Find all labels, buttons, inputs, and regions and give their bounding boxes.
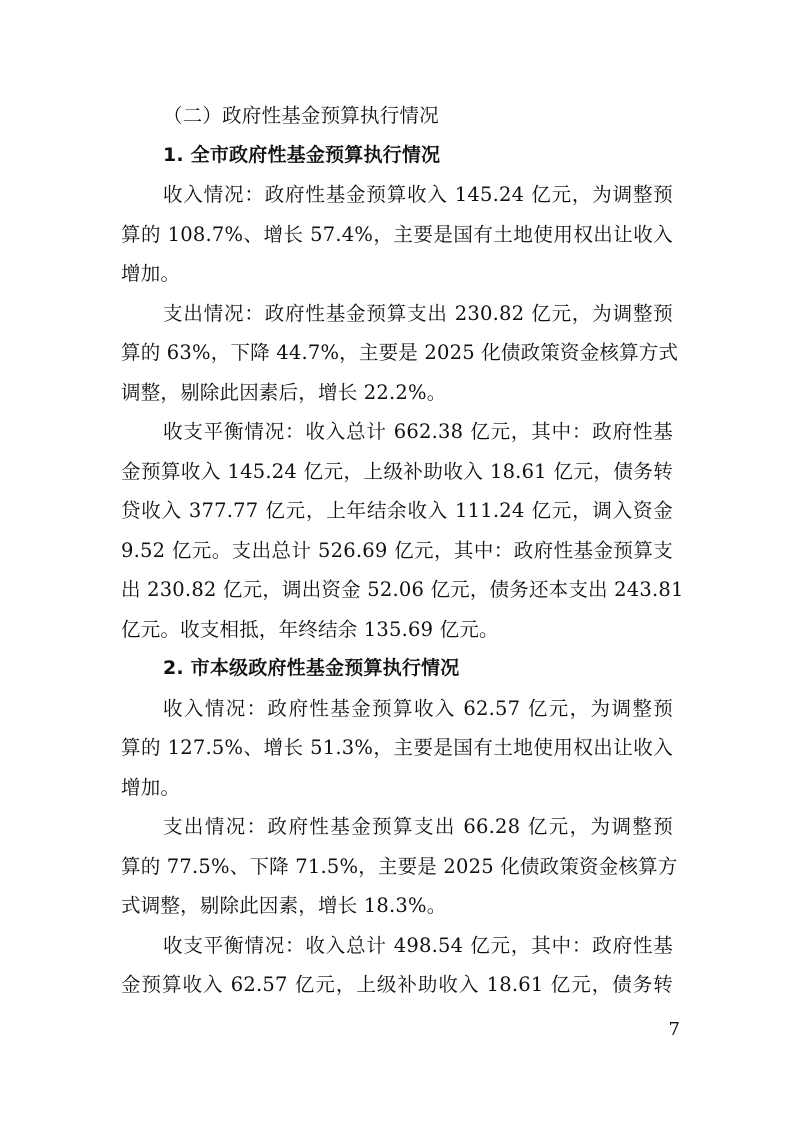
subsection-heading: 1. 全市政府性基金预算执行情况 [163, 143, 441, 166]
paragraph [121, 926, 673, 1005]
text-line: 式调整，剔除此因素，增长 18.3%。 [121, 894, 447, 917]
text-line: 算的 127.5%、增长 51.3%，主要是国有土地使用权出让收入 [121, 736, 673, 759]
document-body [121, 96, 684, 1005]
text-line: 调整，剔除此因素后，增长 22.2%。 [121, 380, 447, 404]
text-line: 收入情况：政府性基金预算收入 62.57 亿元，为调整预 [163, 696, 673, 720]
text-line: 金预算收入 62.57 亿元，上级补助收入 18.61 亿元，债务转 [121, 973, 673, 996]
text-line: 算的 63%，下降 44.7%，主要是 2025 化债政策资金核算方式 [121, 341, 679, 364]
text-line: 算的 108.7%、增长 57.4%，主要是国有土地使用权出让收入 [121, 222, 673, 246]
paragraph [121, 412, 684, 649]
text-line: 增加。 [121, 262, 181, 285]
paragraph [121, 807, 678, 926]
page-number: 7 [668, 1019, 680, 1040]
paragraph [121, 689, 673, 808]
subsection-heading: 2. 市本级政府性基金预算执行情况 [163, 657, 460, 679]
section-title: （二）政府性基金预算执行情况 [163, 104, 439, 127]
text-line: 9.52 亿元。支出总计 526.69 亿元，其中：政府性基金预算支 [121, 538, 673, 562]
text-line: 亿元。收支相抵，年终结余 135.69 亿元。 [121, 617, 499, 641]
paragraph [121, 175, 673, 294]
text-line: 金预算收入 145.24 亿元，上级补助收入 18.61 亿元，债务转 [121, 459, 673, 483]
text-line: 支出情况：政府性基金预算支出 230.82 亿元，为调整预 [163, 301, 673, 325]
text-line: 收入情况：政府性基金预算收入 145.24 亿元，为调整预 [163, 183, 673, 206]
text-line: 支出情况：政府性基金预算支出 66.28 亿元，为调整预 [163, 815, 673, 838]
text-line: 收支平衡情况：收入总计 498.54 亿元，其中：政府性基 [163, 933, 673, 957]
text-line: 收支平衡情况：收入总计 662.38 亿元，其中：政府性基 [163, 420, 673, 443]
text-line: 算的 77.5%、下降 71.5%，主要是 2025 化债政策资金核算方 [121, 854, 678, 878]
text-line: 出 230.82 亿元，调出资金 52.06 亿元，债务还本支出 243.81 [121, 578, 684, 601]
paragraph [121, 294, 679, 413]
text-line: 贷收入 377.77 亿元，上年结余收入 111.24 亿元，调入资金 [121, 499, 673, 522]
text-line: 增加。 [121, 775, 181, 799]
